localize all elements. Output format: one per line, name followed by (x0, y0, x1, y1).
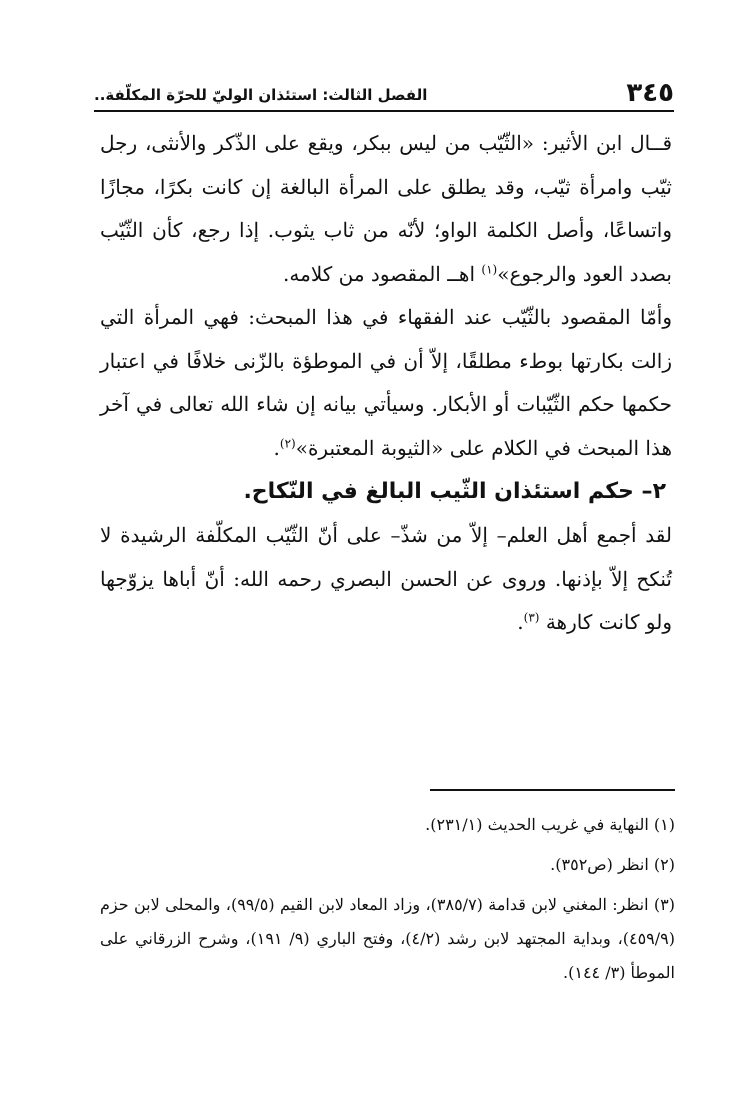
chapter-title: الفصل الثالث: استئذان الوليّ للحرّة المكلّفة.. (94, 86, 428, 104)
footnote-text: انظر: المغني لابن قدامة (٣٨٥/٧)، وزاد المعاد لابن القيم (٩٩/٥)، والمحلى لابن حزم (٤٥٩/٩)، وبداية المجتهد لابن رشد (٤/٢)، وفتح الباري (٩/ ١٩١)، وشرح الزرقاني على الموطأ (٣/ ١٤٤). (100, 895, 675, 982)
paragraph-ibn-athir (100, 122, 672, 296)
paragraph-tail: . (517, 610, 524, 634)
paragraph-tail: اهــ المقصود من كلامه. (283, 261, 482, 286)
section-heading: ٢– حكم استئذان الثّيب البالغ في النّكاح. (243, 479, 666, 504)
main-text (100, 122, 672, 645)
footnote-1 (100, 808, 675, 842)
footnote-number: (٣) (653, 895, 675, 914)
paragraph-text: وأمّا المقصود بالثّيّب عند الفقهاء في هذا المبحث: فهي المرأة التي زالت بكارتها بوطء مطلقًا، إلاّ أن في الموطؤة بالزّنى خلافًا في اعتبار حكمها حكم الثّيّبات أو الأبكار. وسيأتي بيانه إن شاء الله تعالى في آخر هذا المبحث في الكلام على «الثيوبة المعتبرة» (100, 305, 672, 460)
footnote-3 (100, 888, 675, 990)
footnote-divider (430, 789, 675, 791)
paragraph-tail: . (273, 435, 280, 460)
header-divider (94, 110, 674, 112)
footnote-ref[interactable]: (١) (481, 261, 498, 276)
paragraph-ijma (100, 514, 672, 645)
paragraph-fuqaha (100, 296, 672, 470)
footnote-number: (٢) (653, 855, 675, 874)
paragraph-text: قــال ابن الأثير: «الثّيّب من ليس ببكر، ويقع على الذّكر والأنثى، رجل ثيّب وامرأة ثيّب، وقد يطلق على المرأة البالغة إن كانت بكرًا، مجازًا واتساعًا، وأصل الكلمة الواو؛ لأنّه من ثاب يثوب. إذا رجع، كأن الثّيّب بصدد العود والرجوع» (100, 131, 673, 286)
paragraph-text: لقد أجمع أهل العلم– إلاّ من شذّ– على أنّ الثّيّب المكلّفة الرشيدة لا تُنكح إلاّ بإذنها. وروى عن الحسن البصري رحمه الله: أنّ أباها يزوّجها ولو كانت كارهة (100, 523, 672, 634)
footnote-number: (١) (653, 815, 675, 834)
footnote-2 (100, 848, 675, 882)
footnote-text: النهاية في غريب الحديث (٢٣١/١). (425, 815, 649, 834)
page-number: ٣٤٥ (626, 78, 674, 108)
footnotes (100, 808, 675, 996)
footnote-ref[interactable]: (٢) (279, 435, 296, 450)
footnote-ref[interactable]: (٣) (523, 610, 540, 625)
running-header (94, 74, 674, 108)
footnote-text: انظر (ص٣٥٢). (550, 855, 649, 874)
